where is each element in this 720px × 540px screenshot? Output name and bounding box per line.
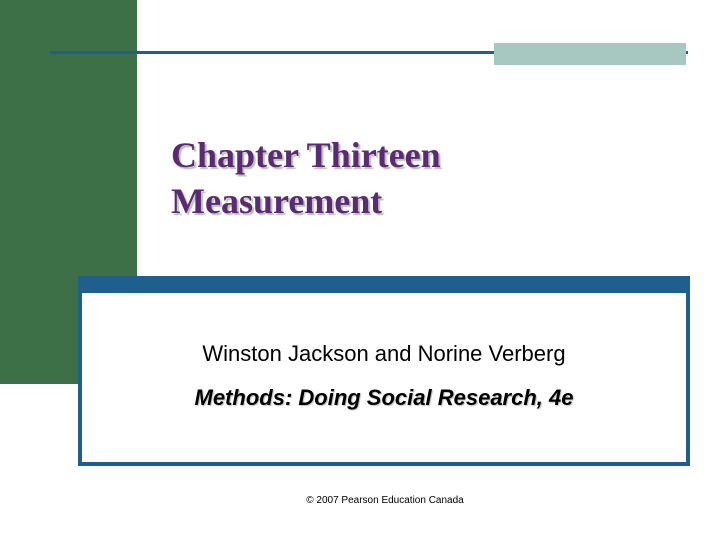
book-title-text: Methods: Doing Social Research, 4e xyxy=(194,385,574,410)
title-line-1: Chapter Thirteen xyxy=(171,135,441,175)
title-line-2: Measurement xyxy=(171,181,383,221)
authors-text: Winston Jackson and Norine Verberg xyxy=(202,341,566,366)
slide-title xyxy=(171,132,671,224)
subtitle-box xyxy=(82,293,686,462)
subtitle-frame xyxy=(78,276,690,466)
teal-accent-block xyxy=(494,43,686,65)
copyright-footer: © 2007 Pearson Education Canada xyxy=(306,495,464,506)
